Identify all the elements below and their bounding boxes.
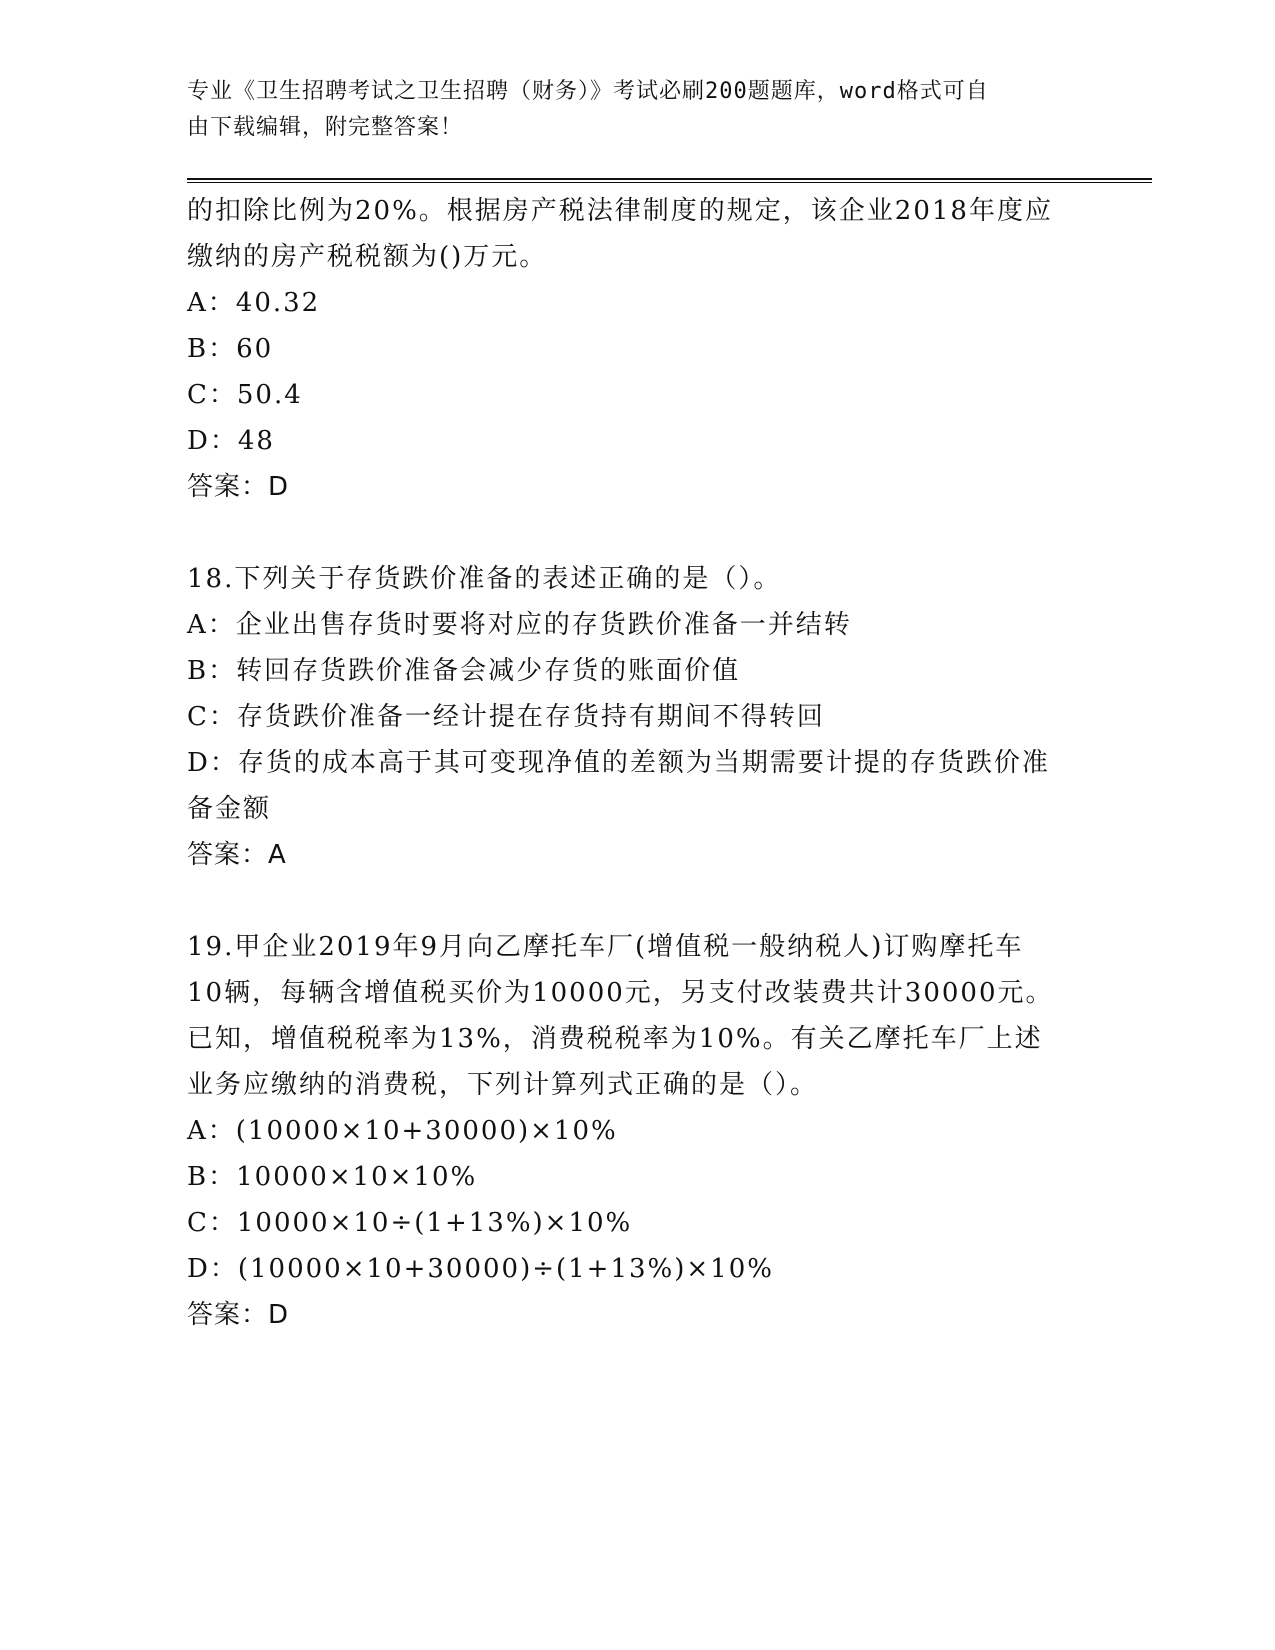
answer-line: 答案：D — [187, 1300, 290, 1330]
option-d-continued: 备金额 — [187, 794, 272, 824]
question-stem-line: 已知，增值税税率为13%，消费税税率为10%。有关乙摩托车厂上述 — [187, 1024, 1043, 1054]
page-header — [187, 74, 1067, 146]
answer-line: 答案：A — [187, 840, 287, 870]
option-d: D：48 — [187, 426, 275, 456]
spacer — [187, 878, 1087, 924]
option-a: A：(10000×10+30000)×10% — [187, 1116, 618, 1146]
question-stem-line: 缴纳的房产税税额为()万元。 — [187, 242, 548, 272]
option-d: D：(10000×10+30000)÷(1+13%)×10% — [187, 1254, 774, 1284]
option-a: A：企业出售存货时要将对应的存货跌价准备一并结转 — [187, 610, 852, 640]
header-line-1: 专业《卫生招聘考试之卫生招聘（财务）》考试必刷200题题库，word格式可自 — [187, 79, 989, 104]
option-b: B：10000×10×10% — [187, 1162, 478, 1192]
spacer — [187, 510, 1087, 556]
header-divider — [187, 178, 1152, 183]
header-line-2: 由下载编辑，附完整答案！ — [187, 115, 464, 140]
option-d: D：存货的成本高于其可变现净值的差额为当期需要计提的存货跌价准 — [187, 748, 1050, 778]
question-19 — [187, 924, 1087, 1338]
question-18 — [187, 556, 1087, 878]
option-b: B：60 — [187, 334, 274, 364]
option-a: A：40.32 — [187, 288, 321, 318]
question-stem-line: 19.甲企业2019年9月向乙摩托车厂(增值税一般纳税人)订购摩托车 — [187, 932, 1024, 962]
question-stem-line: 的扣除比例为20%。根据房产税法律制度的规定，该企业2018年度应 — [187, 196, 1053, 226]
option-c: C：10000×10÷(1+13%)×10% — [187, 1208, 633, 1238]
question-stem-line: 18.下列关于存货跌价准备的表述正确的是（）。 — [187, 564, 782, 594]
option-c: C：50.4 — [187, 380, 303, 410]
option-c: C：存货跌价准备一经计提在存货持有期间不得转回 — [187, 702, 825, 732]
question-stem-line: 业务应缴纳的消费税，下列计算列式正确的是（）。 — [187, 1070, 819, 1100]
question-stem-line: 10辆，每辆含增值税买价为10000元，另支付改装费共计30000元。 — [187, 978, 1054, 1008]
question-content — [187, 188, 1087, 1338]
question-17 — [187, 188, 1087, 510]
option-b: B：转回存货跌价准备会减少存货的账面价值 — [187, 656, 741, 686]
answer-line: 答案：D — [187, 472, 290, 502]
